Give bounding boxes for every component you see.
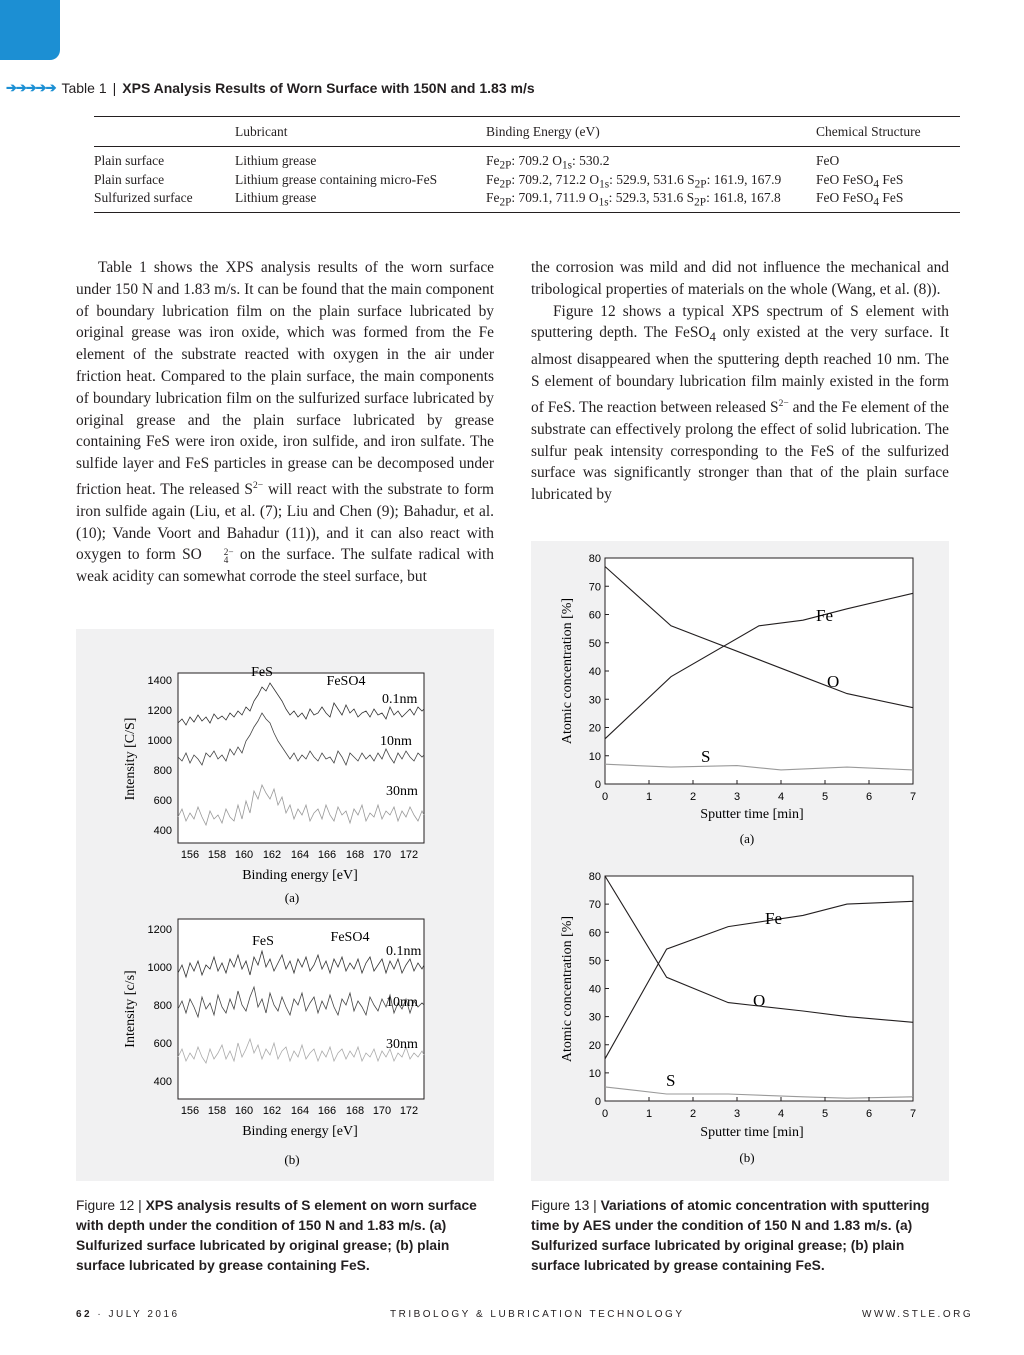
x-tick-label: 168 (345, 1105, 365, 1117)
footer-url: WWW.STLE.ORG (862, 1309, 974, 1320)
x-tick-label: 4 (777, 791, 785, 803)
x-tick-label: 2 (689, 791, 697, 803)
table-separator: | (112, 80, 117, 96)
peak-label-feso4: FeSO4 (326, 674, 366, 689)
x-tick-label: 3 (733, 1108, 741, 1120)
x-tick-label: 158 (207, 849, 227, 861)
y-tick-label: 1200 (147, 924, 172, 936)
x-tick-label: 6 (865, 791, 873, 803)
x-tick-label: 1 (645, 1108, 653, 1120)
y-tick-label: 80 (588, 553, 601, 565)
caption-text: Variations of atomic concentration with sputtering time by AES under the condition of 150 N and 1.83 m/s. (a) Sulfurized surface lubricated by original grease; (b) plain surface lubricated by grease containing FeS. (531, 1198, 930, 1273)
cell-structure: FeO FeSO$_4$ FeS (816, 190, 904, 210)
x-tick-label: 170 (372, 849, 392, 861)
x-tick-label: 4 (777, 1108, 785, 1120)
cell-lubricant: Lithium grease containing micro-FeS (235, 171, 438, 187)
x-tick-label: 5 (821, 1108, 829, 1120)
x-tick-label: 1 (645, 791, 653, 803)
depth-label-0.1nm: 0.1nm (382, 692, 418, 707)
footer-page (76, 1309, 180, 1320)
y-tick-label: 1400 (147, 675, 172, 687)
depth-label-10nm: 10nm (380, 734, 412, 749)
body-paragraph: Figure 12 shows a typical XPS spectrum of S element with sputtering depth. The FeSO$_4$ only existed at the very surface. It almost disappeared when the sputtering depth reached 10 nm. The S element of boundary lubrication film mainly existed in the form of FeS. The reaction between released $S^{2-}$ and the Fe element of the substrate can effectively prolong the effect of solid lubrication. The sulfur peak intensity corresponding to the FeS of the sulfurized surface was significantly stronger than that of the plain surface lubricated by (531, 302, 950, 504)
y-tick-label: 1200 (147, 705, 172, 717)
y-tick-label: 800 (153, 765, 172, 777)
depth-label-0.1nm: 0.1nm (386, 944, 422, 959)
y-tick-label: 600 (153, 1038, 172, 1050)
series-label-fe: Fe (816, 606, 833, 625)
cell-structure: FeO (816, 153, 840, 168)
table-header: Binding Energy (eV) (486, 123, 600, 139)
figure-13-panel (531, 541, 949, 1181)
footer-date: JULY 2016 (108, 1309, 180, 1320)
y-tick-label: 1000 (147, 735, 172, 747)
series-label-s: S (701, 747, 711, 766)
body-paragraph: Table 1 shows the XPS analysis results of the worn surface under 150 N and 1.83 m/s. It can be found that the main component of boundary lubrication film on the plain surface lubricated by original grease was iron oxide, which was formed from the Fe element of the substrate reacted with oxygen in the air under friction heat. Compared to the plain surface, the main components of boundary lubrication film on the sulfurized surface lubricated by original grease and the plain surface lubricated by grease containing FeS were iron oxide, iron sulfide, and iron sulfate. The sulfide layer and FeS particles in grease can be decomposed under friction heat. The released $S^{2-}$ will react with the substrate to form iron sulfide again (Liu, et al. (7); Liu and Chen (9); Bahadur, et al. (10); Vande Voort and Bahadur (11)), and it can also react with oxygen to form SO 2− 4 on the surface. The sulfate radical with weak acidity can somewhat corrode the steel surface, but (76, 259, 494, 586)
cell-surface: Sulfurized surface (94, 190, 193, 206)
left-column (76, 257, 494, 588)
series-label-o: O (753, 991, 766, 1010)
y-tick-label: 400 (153, 825, 172, 837)
y-tick-label: 60 (588, 609, 601, 622)
caption-label: Figure 13 (531, 1198, 590, 1213)
x-tick-label: 0 (601, 1108, 609, 1120)
y-tick-label: 1000 (147, 962, 172, 974)
xps-table (94, 116, 960, 213)
cell-structure: FeO FeSO$_4$ FeS (816, 171, 904, 191)
figure-12-svg (76, 629, 494, 1181)
y-tick-label: 0 (594, 779, 601, 791)
table-title: XPS Analysis Results of Worn Surface with 150N and 1.83 m/s (122, 80, 535, 96)
figure-13-caption (531, 1196, 949, 1276)
cell-energy: $Fe_{2P}$: 709.1, 711.9 $O_{1s}$: 529.3, 531.6 $S_{2P}$: 161.8, 167.8 (486, 190, 781, 210)
cell-lubricant: Lithium grease (235, 190, 317, 206)
x-tick-label: 156 (180, 1105, 200, 1117)
subfigure-label: (a) (284, 890, 300, 905)
corner-accent (0, 0, 60, 60)
x-tick-label: 2 (689, 1108, 697, 1120)
subfigure-label: (a) (739, 831, 755, 846)
cell-energy: $Fe_{2P}$: 709.2 $O_{1s}$: 530.2 (486, 153, 610, 172)
table-label: Table 1 (61, 80, 107, 96)
y-ticks (148, 924, 172, 1088)
y-tick-label: 10 (588, 1067, 601, 1080)
y-tick-label: 70 (588, 581, 601, 594)
depth-label-10nm: 10nm (386, 995, 418, 1010)
x-tick-label: 168 (345, 849, 365, 861)
series-label-s: S (666, 1071, 676, 1090)
footer-dot: · (97, 1309, 104, 1320)
y-tick-label: 50 (588, 955, 601, 968)
y-ticks (148, 675, 172, 837)
y-tick-label: 600 (153, 795, 172, 807)
x-tick-label: 6 (865, 1108, 873, 1120)
x-tick-label: 0 (601, 791, 609, 803)
x-tick-label: 162 (262, 1105, 282, 1117)
right-column (531, 257, 949, 506)
figure-13b (560, 871, 916, 1165)
x-tick-label: 160 (234, 1105, 254, 1117)
x-tick-label: 7 (909, 1108, 917, 1120)
table-row (94, 172, 960, 191)
table-row (94, 190, 960, 212)
y-tick-label: 20 (588, 1039, 601, 1052)
figure-12a (123, 665, 424, 905)
table-heading (6, 80, 535, 96)
y-tick-label: 80 (588, 871, 601, 883)
x-tick-label: 7 (909, 791, 917, 803)
x-tick-label: 3 (733, 791, 741, 803)
subfigure-label: (b) (284, 1152, 300, 1167)
y-axis-label: Atomic concentration [%] (560, 597, 575, 745)
x-axis-label: Binding energy [eV] (242, 1124, 358, 1139)
y-tick-label: 30 (588, 694, 601, 707)
x-tick-label: 164 (290, 849, 310, 861)
plot-frame (605, 876, 913, 1101)
arrow-icon: ➔➔➔➔➔ (6, 80, 56, 95)
x-tick-label: 158 (207, 1105, 227, 1117)
y-tick-label: 400 (153, 1076, 172, 1088)
y-axis-label: Atomic concentration [%] (560, 915, 575, 1063)
y-tick-label: 50 (588, 637, 601, 650)
body-paragraph: the corrosion was mild and did not influence the mechanical and tribological properties of materials on the whole (Wang, et al. (8)). (531, 259, 949, 298)
y-axis-label: Intensity [c/s] (123, 970, 138, 1048)
x-tick-label: 162 (262, 849, 282, 861)
cell-surface: Plain surface (94, 153, 165, 168)
caption-text: XPS analysis results of S element on worn surface with depth under the condition of 150 N and 1.83 m/s. (a) Sulfurized surface lubricated by original grease; (b) plain surface lubricated by grease containing FeS. (76, 1198, 477, 1273)
y-tick-label: 800 (153, 1000, 172, 1012)
plot-frame (605, 558, 913, 784)
x-tick-label: 156 (180, 849, 200, 861)
peak-label-fes: FeS (251, 665, 273, 680)
caption-separator: | (593, 1198, 597, 1213)
table-header (94, 117, 235, 147)
y-tick-label: 30 (588, 1011, 601, 1024)
x-tick-label: 164 (290, 1105, 310, 1117)
depth-label-30nm: 30nm (386, 784, 418, 799)
figure-12-caption (76, 1196, 494, 1276)
series-label-fe: Fe (765, 909, 782, 928)
y-tick-label: 70 (588, 899, 601, 912)
figure-12-panel (76, 629, 494, 1181)
x-tick-label: 160 (234, 849, 254, 861)
figure-13-svg (531, 541, 949, 1181)
y-tick-label: 20 (588, 722, 601, 735)
peak-label-fes: FeS (252, 934, 274, 949)
x-axis-label: Binding energy [eV] (242, 868, 358, 883)
figure-13a (560, 553, 916, 846)
y-tick-label: 40 (588, 983, 601, 996)
x-tick-label: 166 (317, 849, 337, 861)
y-tick-label: 40 (588, 666, 601, 678)
table-header-row (94, 117, 960, 147)
y-axis-label: Intensity [C/S] (123, 717, 138, 801)
x-tick-label: 172 (399, 849, 419, 861)
table-row (94, 147, 960, 172)
x-ticks (181, 849, 418, 861)
subfigure-label: (b) (739, 1150, 755, 1165)
figure-12b (123, 919, 424, 1167)
y-tick-label: 60 (588, 927, 601, 940)
y-tick-label: 0 (594, 1096, 601, 1108)
x-tick-label: 166 (317, 1105, 337, 1117)
table-header: Chemical Structure (816, 123, 921, 139)
x-tick-label: 172 (399, 1105, 419, 1117)
x-ticks (181, 1105, 418, 1117)
caption-label: Figure 12 (76, 1198, 135, 1213)
table-header: Lubricant (235, 123, 288, 139)
caption-separator: | (138, 1198, 142, 1213)
x-axis-label: Sputter time [min] (700, 807, 804, 822)
y-tick-label: 10 (588, 750, 601, 763)
peak-label-feso4: FeSO4 (330, 930, 370, 945)
cell-surface: Plain surface (94, 171, 165, 187)
x-tick-label: 5 (821, 791, 829, 803)
x-tick-label: 170 (372, 1105, 392, 1117)
depth-label-30nm: 30nm (386, 1037, 418, 1052)
cell-lubricant: Lithium grease (235, 153, 317, 168)
page-number: 62 (76, 1309, 93, 1320)
series-label-o: O (827, 672, 840, 691)
x-axis-label: Sputter time [min] (700, 1125, 804, 1140)
footer-journal: TRIBOLOGY & LUBRICATION TECHNOLOGY (390, 1309, 685, 1320)
cell-energy: $Fe_{2P}$: 709.2, 712.2 $O_{1s}$: 529.9, 531.6 $S_{2P}$: 161.9, 167.9 (486, 171, 782, 191)
